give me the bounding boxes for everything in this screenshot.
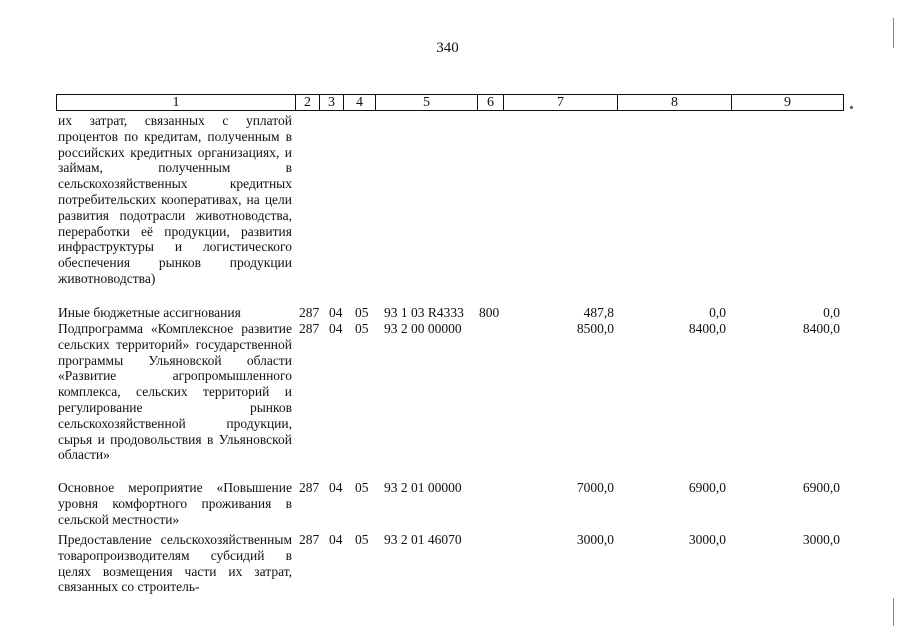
cell-col-5: 93 2 01 46070 <box>384 532 462 547</box>
cell-col-6: 800 <box>479 305 500 320</box>
cell-col-5: 93 2 01 00000 <box>384 480 462 495</box>
cell-col-7: 8500,0 <box>576 321 614 336</box>
cell-col-2: 287 <box>299 321 320 336</box>
cell-col-4: 05 <box>355 305 369 320</box>
cell-col-7: 3000,0 <box>576 532 614 547</box>
header-col-1: 1 <box>56 94 296 111</box>
cell-col-9: 3000,0 <box>802 532 840 547</box>
row-description: Иные бюджетные ассигнования <box>58 305 241 320</box>
header-col-4: 4 <box>344 94 376 111</box>
scan-speck <box>850 106 853 109</box>
row-description: Основное мероприятие «Повышение уровня комфортного проживания в сельской местности» <box>58 480 292 527</box>
cell-col-9: 8400,0 <box>802 321 840 336</box>
cell-col-9: 0,0 <box>823 305 840 320</box>
cell-col-2: 287 <box>299 480 320 495</box>
header-col-8: 8 <box>618 94 732 111</box>
row-description: Подпрограмма «Комплексное развитие сельских территорий» государственной программы Ульяновской области «Развитие агропромышленного комплекса, сельских территорий и регулирование рынков сельскохозяйственной продукции, сырья и продовольствия в Ульяновской области» <box>58 321 292 463</box>
scan-edge-mark <box>893 598 894 626</box>
header-col-3: 3 <box>320 94 344 111</box>
page-number: 340 <box>436 40 459 56</box>
header-col-2: 2 <box>296 94 320 111</box>
cell-col-3: 04 <box>329 305 343 320</box>
scan-edge-mark <box>893 18 894 48</box>
cell-col-4: 05 <box>355 321 369 336</box>
cell-col-2: 287 <box>299 305 320 320</box>
cell-col-2: 287 <box>299 532 320 547</box>
cell-col-3: 04 <box>329 532 343 547</box>
header-col-7: 7 <box>504 94 618 111</box>
cell-col-3: 04 <box>329 321 343 336</box>
cell-col-8: 8400,0 <box>688 321 726 336</box>
row-description: их затрат, связанных с уплатой процентов по кредитам, полученным в российских кредитных организациях, и займам, полученным в сельскохозяйственных кредитных потребительских кооперативах, на цели развития подотрасли животноводства, переработки её продукции, развития инфраструктуры и логистического обеспечения рынков продукции животноводства) <box>58 113 292 286</box>
cell-col-7: 487,8 <box>583 305 614 320</box>
header-col-5: 5 <box>376 94 478 111</box>
cell-col-5: 93 2 00 00000 <box>384 321 462 336</box>
cell-col-7: 7000,0 <box>576 480 614 495</box>
cell-col-5: 93 1 03 R4333 <box>384 305 464 320</box>
row-description: Предоставление сельскохозяйственным товаропроизводителям субсидий в целях возмещения части их затрат, связанных со строитель- <box>58 532 292 595</box>
cell-col-8: 3000,0 <box>688 532 726 547</box>
cell-col-9: 6900,0 <box>802 480 840 495</box>
header-col-6: 6 <box>478 94 504 111</box>
cell-col-8: 6900,0 <box>688 480 726 495</box>
cell-col-8: 0,0 <box>709 305 726 320</box>
cell-col-3: 04 <box>329 480 343 495</box>
header-col-9: 9 <box>732 94 844 111</box>
cell-col-4: 05 <box>355 480 369 495</box>
cell-col-4: 05 <box>355 532 369 547</box>
